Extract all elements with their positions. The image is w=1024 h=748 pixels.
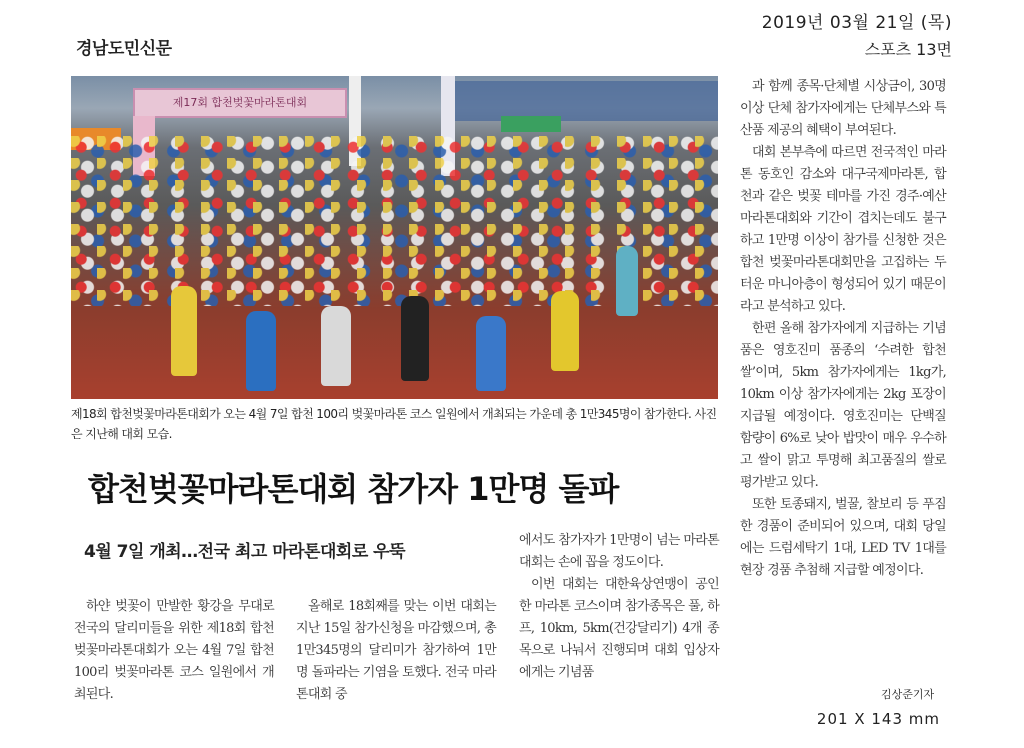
section-page: 스포츠 13면 [864,40,952,59]
paragraph: 또한 토종돼지, 벌꿀, 찰보리 등 푸짐한 경품이 준비되어 있으며, 대회 당일에는 드럼세탁기 1대, LED TV 1대를 현장 경품 추첨해 지급할 예정이다. [740,497,946,578]
runner [476,316,506,391]
runner [321,306,351,386]
subheadline: 4월 7일 개최…전국 최고 마라톤대회로 우뚝 [84,542,406,562]
byline: 김상준기자 [881,688,935,701]
event-banner: 제17회 합천벚꽃마라톤대회 [133,88,347,118]
paragraph: 에서도 참가자가 1만명이 넘는 마라톤대회는 손에 꼽을 정도이다. [519,533,719,570]
paragraph: 한편 올해 참가자에게 지급하는 기념품은 영호진미 품종의 ‘수려한 합천쌀’이며, 5km 참가자에게는 1kg가, 10km 이상 참가자에게는 2kg 포장이 지급될 예정이다. 영호진미는 단백질 함량이 6%로 낮아 밥맛이 매우 우수하고 쌀이 맑고 투명해 최고품질의 쌀로 평가받고 있다. [740,321,946,490]
headline: 합천벚꽃마라톤대회 참가자 1만명 돌파 [88,470,619,508]
paragraph: 이번 대회는 대한육상연맹이 공인한 마라톤 코스이며 참가종목은 풀, 하프, 10km, 5km(건강달리기) 4개 종목으로 나눠서 진행되며 대회 입상자에게는 기념품 [519,577,719,680]
runner [246,311,276,391]
runner [171,286,197,376]
article-column-3 [519,530,719,684]
runner [401,296,429,381]
article-column-1 [74,596,274,706]
stadium-stands [451,81,718,121]
tent [501,116,561,132]
article-column-4 [740,76,946,582]
clipping-size: 201 X 143 mm [816,710,940,728]
article-column-2 [296,596,496,706]
runner [616,246,638,316]
paragraph: 대회 본부측에 따르면 전국적인 마라톤 동호인 감소와 대구국제마라톤, 합천과 같은 벚꽃 테마를 가진 경주·예산마라톤대회와 기간이 겹치는데도 불구하고 1만명 이상이 참가를 신청한 것은 합천 벚꽃마라톤대회만을 고집하는 두터운 마니아층이 형성되어 있기 때문이라고 분석하고 있다. [740,145,946,314]
newspaper-name: 경남도민신문 [76,39,172,59]
photo-caption: 제18회 합천벚꽃마라톤대회가 오는 4월 7일 합천 100리 벚꽃마라톤 코스 일원에서 개최되는 가운데 총 1만345명이 참가한다. 사진은 지난해 대회 모습. [71,407,717,441]
issue-date: 2019년 03월 21일 (목) [761,13,952,33]
paragraph: 올해로 18회째를 맞는 이번 대회는 지난 15일 참가신청을 마감했으며, 총 1만345명의 달리미가 참가하여 1만명 돌파라는 기염을 토했다. 전국 마라톤대회 중 [296,599,496,702]
paragraph: 하얀 벚꽃이 만발한 황강을 무대로 전국의 달리미들을 위한 제18회 합천벚꽃마라톤대회가 오는 4월 7일 합천 100리 벚꽃마라톤 코스 일원에서 개최된다. [74,599,274,702]
paragraph: 과 함께 종목·단체별 시상금이, 30명 이상 단체 참가자에게는 단체부스와 특산품 제공의 혜택이 부여된다. [740,79,946,138]
marathon-photo [71,76,718,399]
runner [551,291,579,371]
